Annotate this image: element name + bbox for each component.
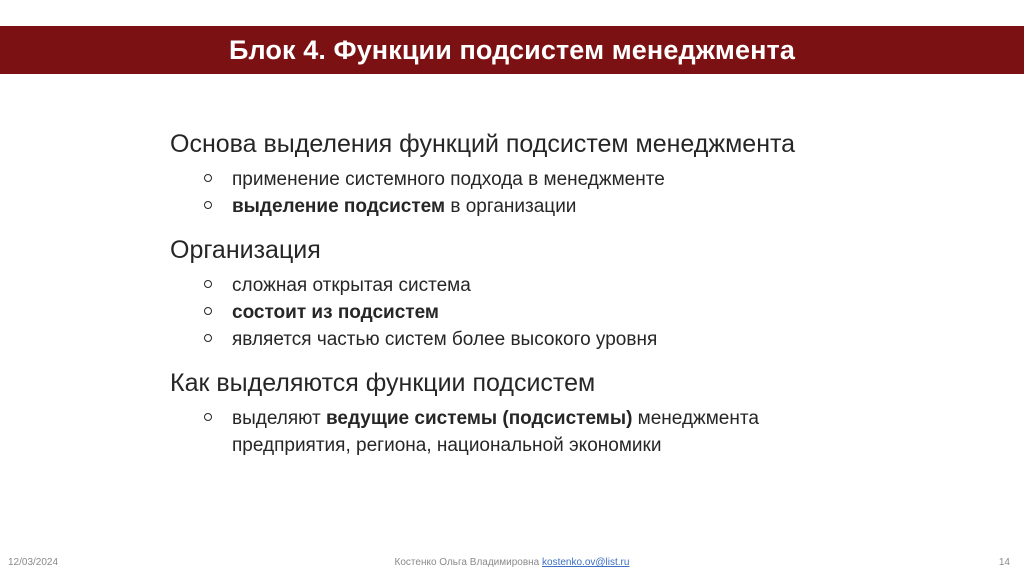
bullet-text: менеджмента предприятия, региона, национальной экономики: [232, 408, 759, 456]
slide-content: [170, 128, 990, 459]
bullet-item: [204, 299, 990, 326]
circle-bullet-icon: [204, 201, 212, 209]
bullet-text: является частью систем более высокого уровня: [232, 329, 658, 350]
circle-bullet-icon: [204, 280, 212, 288]
bullet-list: [170, 272, 990, 353]
bullet-text: выделяют: [232, 408, 326, 429]
bullet-item: [204, 405, 832, 459]
bullet-text-bold: состоит из подсистем: [232, 302, 439, 323]
circle-bullet-icon: [204, 307, 212, 315]
section-how-functions: [170, 367, 990, 459]
bullet-item: [204, 166, 990, 193]
circle-bullet-icon: [204, 334, 212, 342]
bullet-item: [204, 272, 990, 299]
bullet-text: сложная открытая система: [232, 275, 471, 296]
footer-date: 12/03/2024: [8, 557, 59, 568]
bullet-list: [170, 405, 990, 459]
bullet-text: применение системного подхода в менеджменте: [232, 169, 665, 190]
section-organization: [170, 234, 990, 353]
bullet-item: [204, 193, 990, 220]
bullet-text-bold: ведущие системы (подсистемы): [325, 408, 633, 429]
slide-title: Блок 4. Функции подсистем менеджмента: [229, 34, 795, 65]
footer-author: [0, 557, 1024, 568]
footer-author-name: Костенко Ольга Владимировна: [394, 557, 543, 568]
page-number: 14: [998, 557, 1010, 568]
section-heading: Как выделяются функции подсистем: [170, 369, 596, 397]
slide-title-bar: [0, 26, 1024, 74]
section-heading: Основа выделения функций подсистем менеджмента: [170, 130, 796, 158]
footer-email-link[interactable]: kostenko.ov@list.ru: [542, 557, 630, 568]
circle-bullet-icon: [204, 174, 212, 182]
circle-bullet-icon: [204, 413, 212, 421]
bullet-text-bold: выделение подсистем: [232, 196, 446, 217]
bullet-item: [204, 326, 990, 353]
section-basis: [170, 128, 990, 220]
bullet-text: в организации: [445, 196, 577, 217]
bullet-list: [170, 166, 990, 220]
section-heading: Организация: [170, 236, 321, 264]
